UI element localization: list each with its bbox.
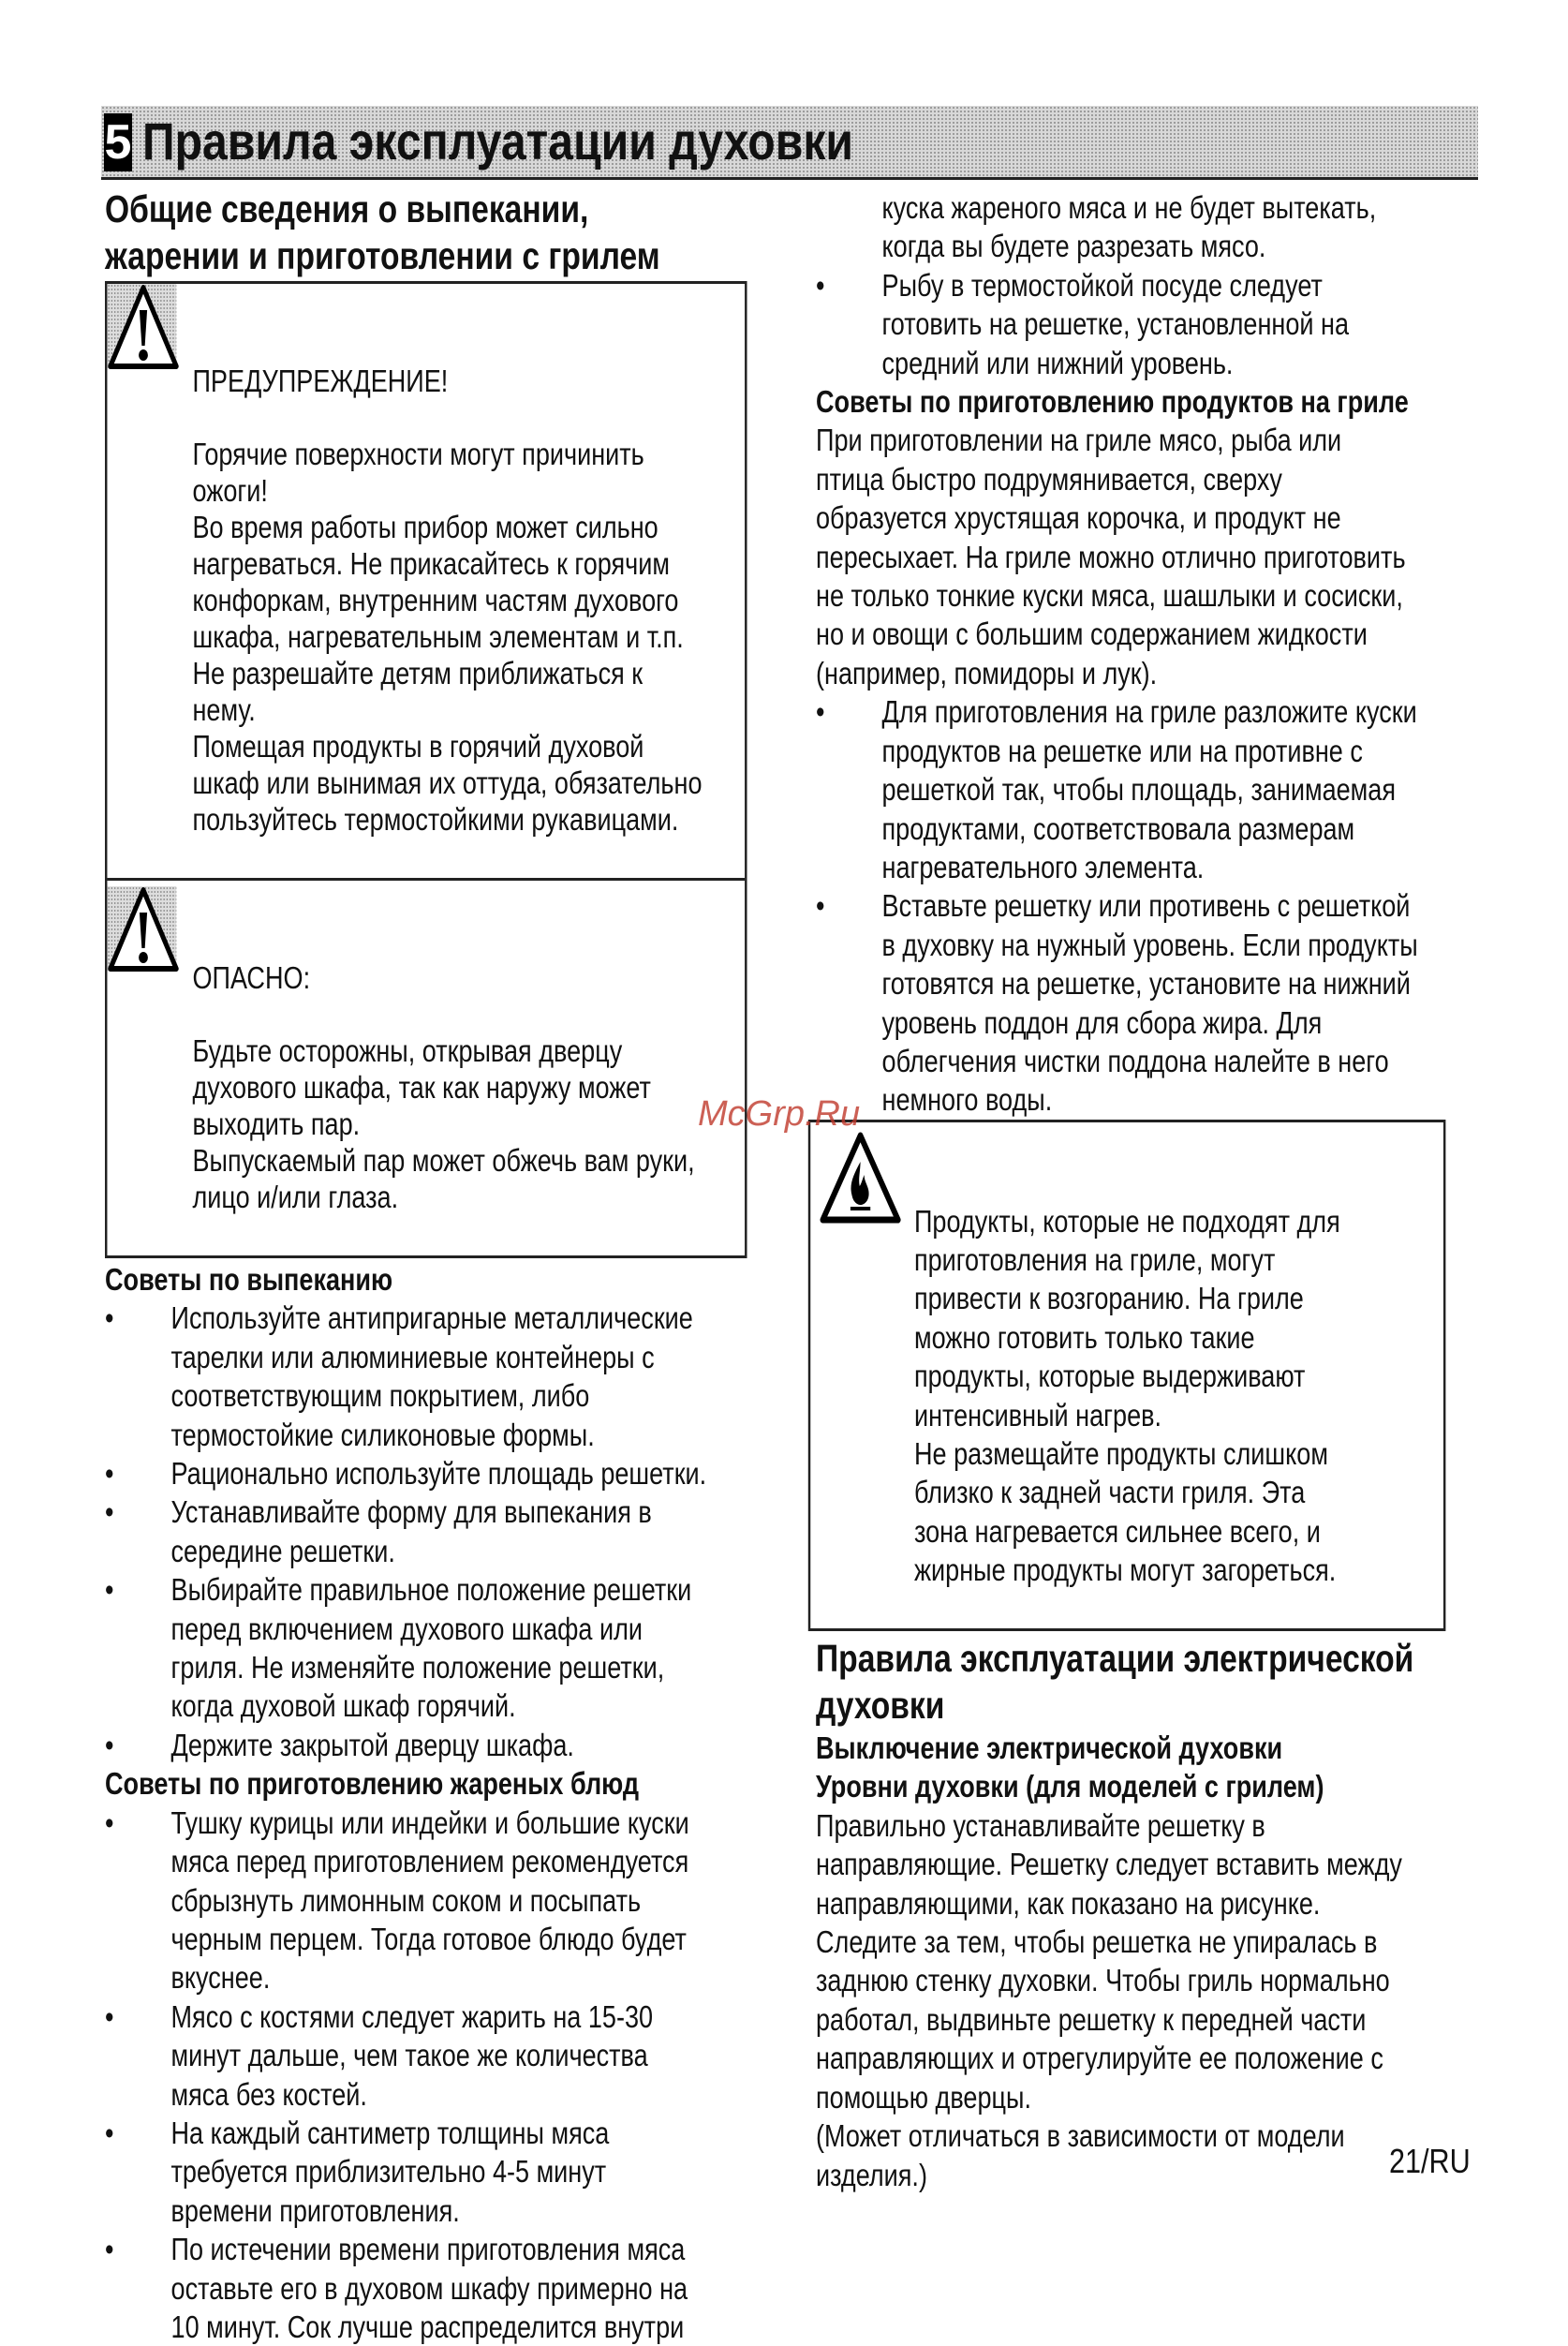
grill-tips-title: Советы по приготовлению продуктов на гриле bbox=[816, 384, 1409, 420]
danger-title: ОПАСНО: bbox=[192, 960, 311, 995]
oven-levels-title: Уровни духовки (для моделей с грилем) bbox=[816, 1769, 1324, 1804]
danger-text: Будьте осторожны, открывая дверцу духового шкафа, так как наружу может выходить пар. Выпускаемый пар может обжечь вам руки, лицо и/или глаза. bbox=[192, 1033, 695, 1214]
item-text: Используйте антипригарные металлические тарелки или алюминиевые контейнеры с соответствующим покрытием, либо термостойкие силиконовые формы. bbox=[170, 1300, 693, 1452]
bullet: • bbox=[105, 1572, 114, 1608]
page-number: 21/RU bbox=[1389, 2142, 1471, 2180]
list-item bbox=[105, 2230, 750, 2346]
list-item bbox=[105, 2114, 750, 2230]
chapter-number: 5 bbox=[104, 115, 132, 170]
item-text: Вставьте решетку или противень с решеткой в духовку на нужный уровень. Если продукты готовятся на решетке, установите на нижний уровень поддон для сбора жира. Для облегчения чистки поддона налейте в него немного воды. bbox=[881, 888, 1418, 1118]
warning-text: Горячие поверхности могут причинить ожоги! Во время работы прибор может сильно нагреваться. Не прикасайтесь к горячим конфоркам, внутренним частям духового шкафа, нагревательным элементам и т.п. Не разрешайте детям приближаться к нему. Помещая продукты в горячий духовой шкаф или вынимая их оттуда, обязательно пользуйтесь термостойкими рукавицами. bbox=[192, 437, 703, 837]
list-item bbox=[105, 1299, 750, 1454]
item-text: Рыбу в термостойкой посуде следует готовить на решетке, установленной на средний или нижний уровень. bbox=[881, 267, 1350, 380]
warning-triangle-icon bbox=[107, 886, 176, 971]
list-item bbox=[105, 1492, 750, 1570]
list-item bbox=[816, 692, 1476, 886]
electric-off-title: Выключение электрической духовки bbox=[816, 1730, 1283, 1766]
bullet: • bbox=[105, 1998, 114, 2034]
bullet: • bbox=[105, 1727, 114, 1762]
item-text: Держите закрытой дверцу шкафа. bbox=[170, 1727, 574, 1762]
bullet: • bbox=[105, 1804, 114, 1840]
chapter-header bbox=[101, 106, 1478, 180]
roasting-tips-title: Советы по приготовлению жареных блюд bbox=[105, 1766, 640, 1802]
item-text: Устанавливайте форму для выпекания в середине решетки. bbox=[170, 1494, 652, 1568]
electric-oven-heading: Правила эксплуатации электрической духовки bbox=[816, 1637, 1414, 1728]
left-column bbox=[105, 186, 750, 2346]
list-item-continuation bbox=[816, 188, 1476, 266]
danger-segment bbox=[107, 878, 745, 1255]
item-text: На каждый сантиметр толщины мяса требуется приблизительно 4-5 минут времени приготовления. bbox=[170, 2115, 610, 2228]
list-item bbox=[105, 1804, 750, 1997]
list-item bbox=[816, 886, 1476, 1119]
right-column bbox=[816, 188, 1476, 2194]
warning-title: ПРЕДУПРЕЖДЕНИЕ! bbox=[192, 364, 449, 398]
bullet: • bbox=[105, 1300, 114, 1336]
list-item bbox=[816, 266, 1476, 382]
item-text: Для приготовления на гриле разложите куски продуктов на решетке или на противне с решеткой так, чтобы площадь, занимаемая продуктами, соответствовала размерам нагревательного элемента. bbox=[881, 694, 1417, 884]
fire-warning-segment bbox=[810, 1122, 1443, 1628]
bullet: • bbox=[105, 2115, 114, 2150]
item-text: Мясо с костями следует жарить на 15-30 минут дальше, чем такое же количества мяса без костей. bbox=[170, 1998, 654, 2112]
bullet: • bbox=[105, 2232, 114, 2267]
fire-warning-text: Продукты, которые не подходят для приготовления на гриле, могут привести к возгоранию. На гриле можно готовить только такие продукты, которые выдерживают интенсивный нагрев. Не размещайте продукты слишком близко к задней части гриля. Эта зона нагревается сильнее всего, и жирные продукты могут загореться. bbox=[913, 1203, 1340, 1588]
chapter-title: Правила эксплуатации духовки bbox=[142, 111, 854, 171]
warning-box bbox=[105, 281, 747, 1258]
bullet: • bbox=[816, 267, 825, 303]
item-text: По истечении времени приготовления мяса оставьте его в духовом шкафу примерно на 10 минут. Сок лучше распределится внутри bbox=[170, 2232, 688, 2344]
list-item bbox=[105, 1726, 750, 1764]
bullet: • bbox=[816, 888, 825, 924]
fire-warning-box bbox=[808, 1120, 1446, 1631]
grill-intro: При приготовлении на гриле мясо, рыба или птица быстро подрумянивается, сверху образуется хрустящая корочка, и продукт не пересыхает. На гриле можно отлично приготовить не только тонкие куски мяса, шашлыки и сосиски, но и овощи с большим содержанием жидкости (например, помидоры и лук). bbox=[816, 423, 1406, 690]
fire-hazard-icon bbox=[818, 1130, 902, 1237]
section-heading: Общие сведения о выпекании, жарении и приготовлении с грилем bbox=[105, 187, 660, 277]
list-item bbox=[105, 1454, 750, 1492]
bullet: • bbox=[105, 1456, 114, 1492]
bullet: • bbox=[105, 1494, 114, 1530]
item-text: Тушку курицы или индейки и большие куски мяса перед приготовлением рекомендуется сбрызнуть лимонным соком и посыпать черным перцем. Тогда готовое блюдо будет вкуснее. bbox=[170, 1804, 689, 1996]
bullet: • bbox=[816, 694, 825, 730]
baking-tips-title: Советы по выпеканию bbox=[105, 1262, 393, 1297]
item-text: Рационально используйте площадь решетки. bbox=[170, 1456, 707, 1492]
oven-levels-text: Правильно устанавливайте решетку в направляющие. Решетку следует вставить между направляющими, как показано на рисунке. Следите за тем, чтобы решетка не упиралась в заднюю стенку духовки. Чтобы гриль нормально работал, выдвиньте решетку к передней части направляющих и отрегулируйте ее положение с помощью дверцы. (Может отличаться в зависимости от модели изделия.) bbox=[816, 1807, 1402, 2192]
watermark: McGrp.Ru bbox=[698, 1094, 861, 1134]
item-text: куска жареного мяса и не будет вытекать, когда вы будете разрезать мясо. bbox=[881, 190, 1377, 264]
list-item bbox=[105, 1570, 750, 1726]
warning-segment bbox=[107, 284, 745, 878]
warning-triangle-icon bbox=[107, 284, 176, 368]
item-text: Выбирайте правильное положение решетки перед включением духового шкафа или гриля. Не изменяйте положение решетки, когда духовой шкаф горячий. bbox=[170, 1572, 692, 1724]
list-item bbox=[105, 1997, 750, 2114]
